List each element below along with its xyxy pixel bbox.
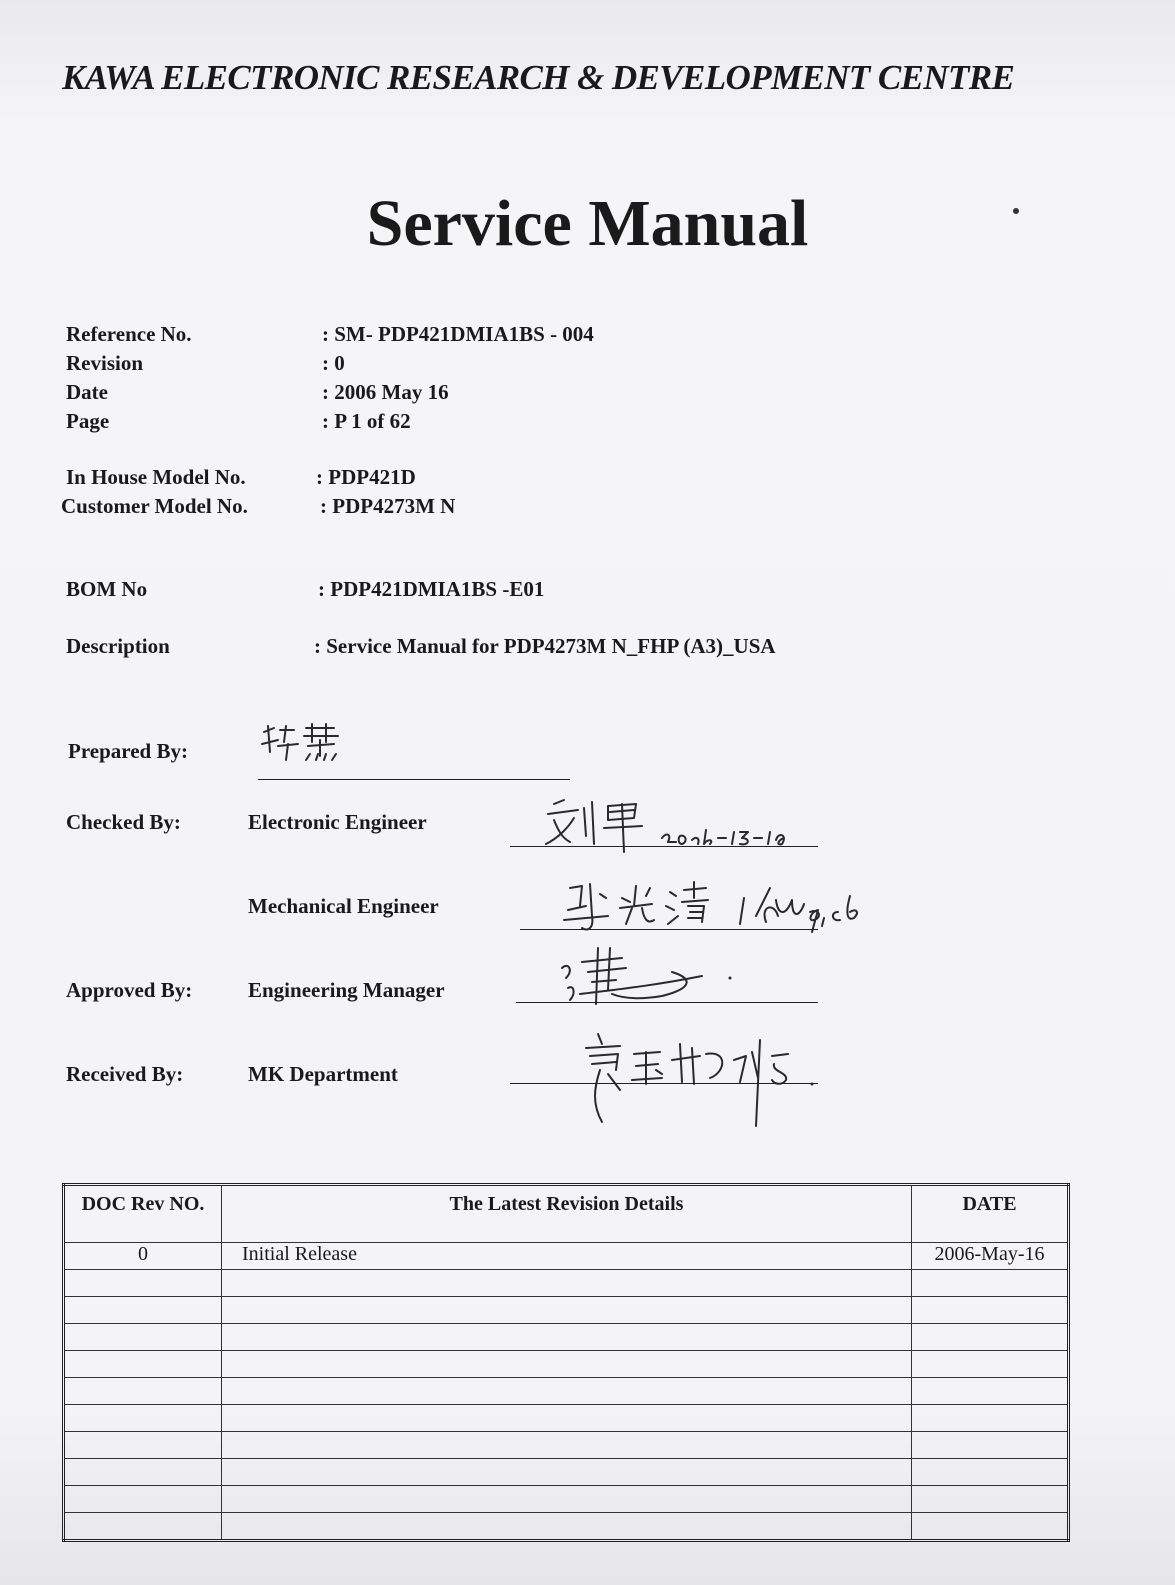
revision-value: : 0 (322, 351, 345, 375)
engineering-manager-signature (552, 938, 752, 1018)
received-by-label: Received By: (66, 1062, 184, 1086)
speck-mark (1013, 208, 1019, 214)
doc-rev-cell (64, 1459, 222, 1486)
header-revision-details: The Latest Revision Details (222, 1185, 912, 1243)
electronic-engineer-label: Electronic Engineer (248, 810, 427, 834)
date-cell: 2006-May-16 (912, 1243, 1069, 1270)
inhouse-model-label: In House Model No. (66, 465, 246, 489)
revision-details-cell (222, 1351, 912, 1378)
table-row (64, 1378, 1069, 1405)
revision-details-cell (222, 1432, 912, 1459)
revision-details-cell (222, 1513, 912, 1541)
revision-details-cell (222, 1486, 912, 1513)
revision-details-cell (222, 1270, 912, 1297)
table-row (64, 1297, 1069, 1324)
table-row (64, 1324, 1069, 1351)
header-date: DATE (912, 1185, 1069, 1243)
revision-details-cell (222, 1324, 912, 1351)
date-cell (912, 1351, 1069, 1378)
date-cell (912, 1378, 1069, 1405)
date-cell (912, 1432, 1069, 1459)
engineering-manager-label: Engineering Manager (248, 978, 445, 1002)
mk-department-signature-line (510, 1083, 818, 1084)
mk-department-label: MK Department (248, 1062, 398, 1086)
revision-details-cell (222, 1378, 912, 1405)
table-row (64, 1513, 1069, 1541)
revision-label: Revision (66, 351, 144, 375)
date-cell (912, 1486, 1069, 1513)
date-cell (912, 1270, 1069, 1297)
date-value: : 2006 May 16 (322, 380, 449, 404)
revision-details-cell (222, 1297, 912, 1324)
revision-details-cell (222, 1459, 912, 1486)
revision-details-cell: Initial Release (222, 1243, 912, 1270)
page-label: Page (66, 409, 110, 433)
prepared-by-label: Prepared By: (68, 739, 188, 763)
electronic-engineer-signature (540, 796, 800, 856)
doc-rev-cell (64, 1270, 222, 1297)
prepared-signature (258, 722, 348, 768)
table-row (64, 1405, 1069, 1432)
customer-model-label: Customer Model No. (61, 494, 248, 518)
inhouse-model-value: : PDP421D (316, 465, 416, 489)
table-row (64, 1459, 1069, 1486)
bom-label: BOM No (66, 577, 148, 601)
mechanical-engineer-signature-line (520, 929, 818, 930)
doc-rev-cell (64, 1351, 222, 1378)
revision-table (62, 1183, 1070, 1542)
doc-rev-cell (64, 1405, 222, 1432)
doc-rev-cell (64, 1432, 222, 1459)
date-cell (912, 1405, 1069, 1432)
reference-value: : SM- PDP421DMIA1BS - 004 (322, 322, 594, 346)
date-cell (912, 1513, 1069, 1541)
prepared-signature-line (258, 779, 570, 780)
description-label: Description (66, 634, 170, 658)
approved-by-label: Approved By: (66, 978, 193, 1002)
page-value: : P 1 of 62 (322, 409, 411, 433)
revision-details-cell (222, 1405, 912, 1432)
date-cell (912, 1324, 1069, 1351)
doc-rev-cell (64, 1297, 222, 1324)
date-cell (912, 1297, 1069, 1324)
table-row (64, 1432, 1069, 1459)
date-label: Date (66, 380, 108, 404)
date-cell (912, 1459, 1069, 1486)
doc-rev-cell (64, 1324, 222, 1351)
mechanical-engineer-label: Mechanical Engineer (248, 894, 439, 918)
doc-rev-cell (64, 1513, 222, 1541)
bom-value: : PDP421DMIA1BS -E01 (318, 577, 545, 601)
table-row (64, 1270, 1069, 1297)
organization-name: KAWA ELECTRONIC RESEARCH & DEVELOPMENT CENTRE (62, 58, 1015, 97)
revision-table-header (64, 1185, 1069, 1243)
document-title: Service Manual (366, 187, 809, 260)
table-row (64, 1243, 1069, 1270)
engineering-manager-signature-line (516, 1002, 818, 1003)
doc-rev-cell (64, 1378, 222, 1405)
doc-rev-cell: 0 (64, 1243, 222, 1270)
electronic-engineer-signature-line (510, 846, 818, 847)
header-doc-rev: DOC Rev NO. (64, 1185, 222, 1243)
reference-label: Reference No. (66, 322, 192, 346)
table-row (64, 1486, 1069, 1513)
checked-by-label: Checked By: (66, 810, 181, 834)
mk-department-signature (576, 1026, 826, 1136)
table-row (64, 1351, 1069, 1378)
description-value: : Service Manual for PDP4273M N_FHP (A3)_USA (314, 634, 776, 658)
customer-model-value: : PDP4273M N (320, 494, 456, 518)
doc-rev-cell (64, 1486, 222, 1513)
